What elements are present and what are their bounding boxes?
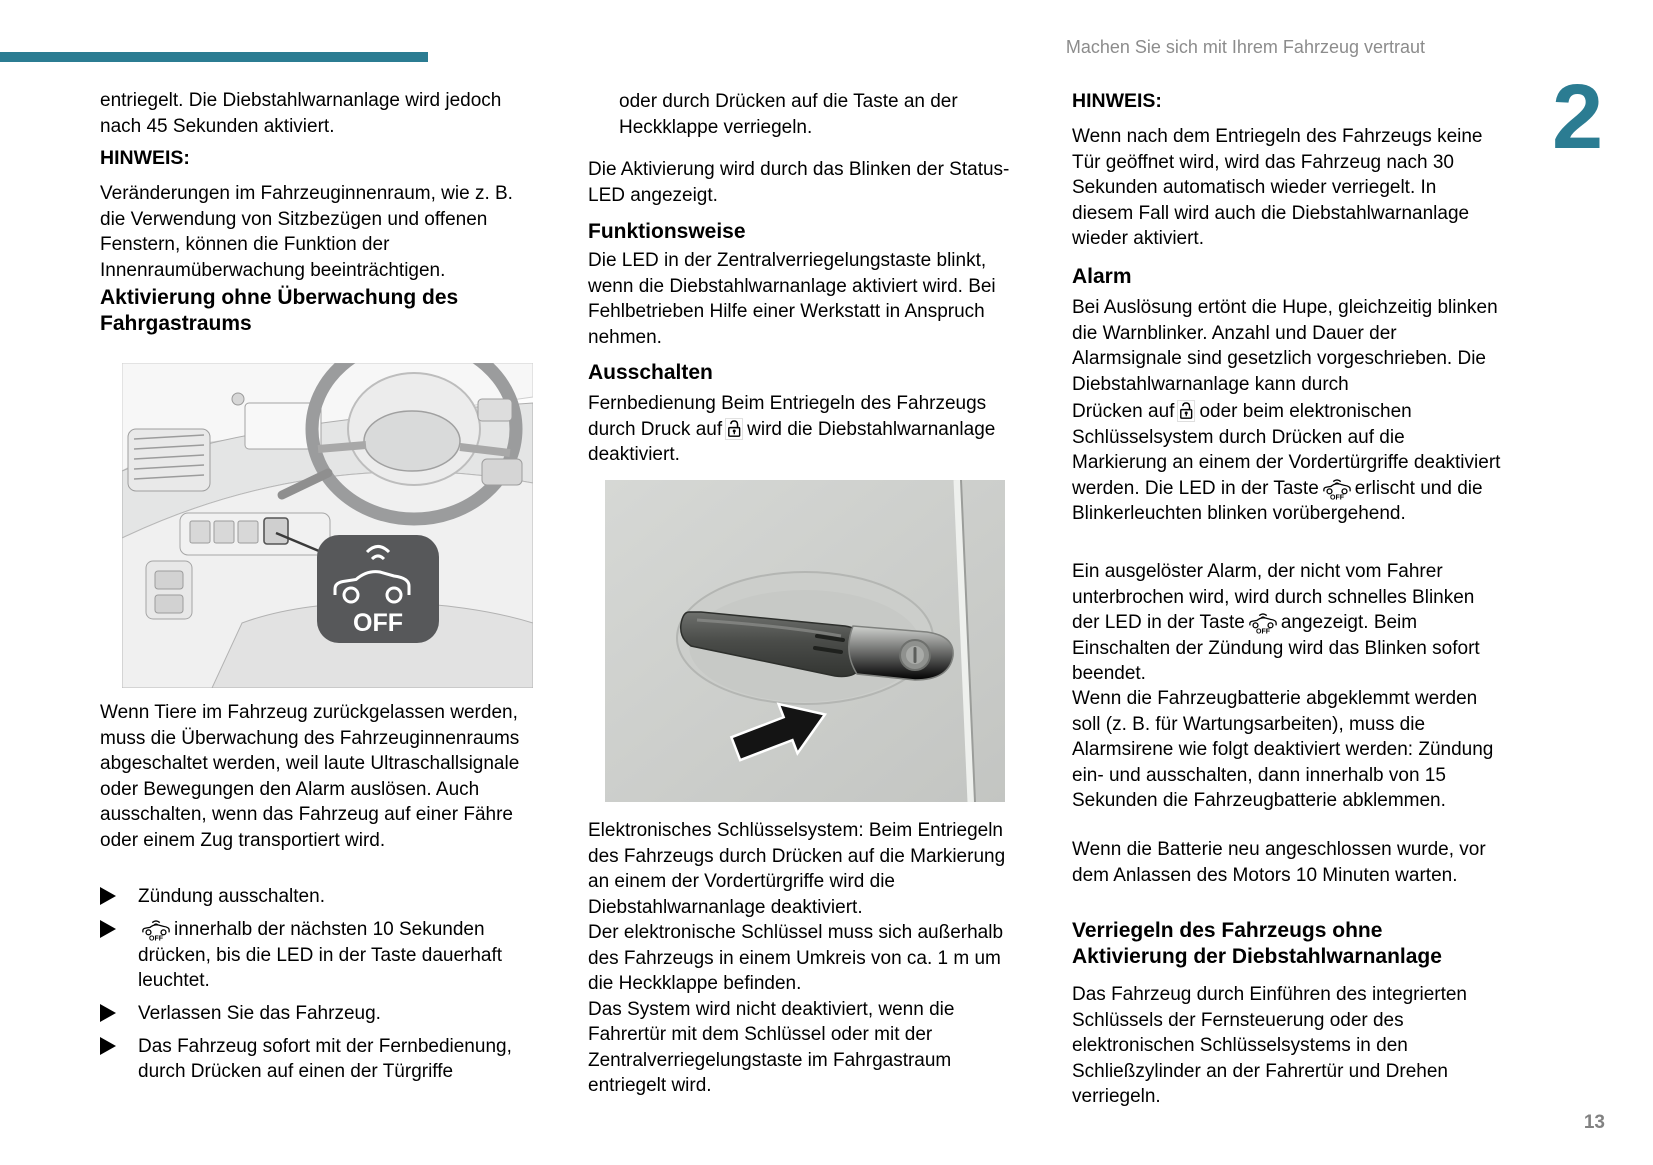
section-heading-verriegeln: Verriegeln des Fahrzeugs ohne Aktivierung der Diebstahlwarnanlage [1072,919,1442,968]
instruction-list [100,884,540,1085]
dashboard-illustration [122,363,533,688]
page-number: 13 [1583,1112,1605,1133]
car-alarm-off-icon [1322,477,1352,500]
paragraph-animals: Wenn Tiere im Fahrzeug zurückgelassen werden, muss die Überwachung des Fahrzeuginnenraums abgeschaltet werden, weil laute Ultraschallsignale oder Bewegungen den Alarm auslösen. Auch ausschalten, wenn das Fahrzeug auf einer Fähre oder einem Zug transportiert wird. [100,702,520,851]
paragraph-battery-reconnect: Wenn die Batterie neu angeschlossen wurde, vor dem Anlassen des Motors 10 Minuten warten. [1072,839,1486,886]
svg-text:OFF: OFF [148,935,164,941]
paragraph-keyless: Elektronisches Schlüsselsystem: Beim Entriegeln des Fahrzeugs durch Drücken auf die Markierung an einem der Vordertürgriffe wird die Diebstahlwarnanlage deaktiviert. [588,820,1006,918]
note-text: Veränderungen im Fahrzeuginnenraum, wie z. B. die Verwendung von Sitzbezügen und offenen Fenstern, können die Funktion der Innenraumüberwachung beeinträchtigen. [100,183,513,281]
section-heading-alarm: Alarm [1072,265,1132,288]
paragraph-remote-deactivate: Fernbedienung Beim Entriegeln des Fahrzeugs durch Druck auf wird die Diebstahlwarnanlage deaktiviert. [588,393,996,465]
section-heading-ausschalten: Ausschalten [588,361,713,384]
car-alarm-off-icon [1248,611,1278,634]
paragraph-lock-without-alarm: Das Fahrzeug durch Einführen des integrierten Schlüssels der Fernsteuerung oder des elektronischen Schlüsselsystems in den Schließzylinder an der Fahrertür und Drehen verriegeln. [1072,984,1468,1107]
middle-column [588,0,1024,1165]
left-column [100,0,540,1165]
unlock-icon [1177,400,1196,423]
door-handle-photo [605,480,1005,802]
right-column [1072,0,1502,1165]
paragraph-key-range: Der elektronische Schlüssel muss sich außerhalb des Fahrzeugs in einem Umkreis von ca. 1 m um die Heckklappe befinden. [588,922,1004,994]
svg-text:OFF: OFF [1255,628,1270,634]
alarm-off-badge [317,535,439,643]
bullet-arrow-icon [100,887,116,905]
paragraph-activation-led: Die Aktivierung wird durch das Blinken der Status-LED angezeigt. [588,159,1010,206]
paragraph-alarm-triggered-led: Ein ausgelöster Alarm, der nicht vom Fahrer unterbrochen wird, wird durch schnelles Blinken der LED in der Taste OFF angezeigt. Beim Einschalten der Zündung wird das Blinken sofort beendet. [1072,561,1480,684]
badge-off-label: OFF [353,609,403,637]
paragraph-alarm-deactivate: Drücken auf oder beim elektronischen Schlüsselsystem durch Drücken auf die Markierung an einem der Vordertürgriffe deaktiviert werden. Die LED in der Taste OFF erlischt und die Blinkerleuchten blinken vorübergehend. [1072,401,1501,524]
running-header: Machen Sie sich mit Ihrem Fahrzeug vertraut [1065,37,1425,57]
note-text: Wenn nach dem Entriegeln des Fahrzeugs keine Tür geöffnet wird, wird das Fahrzeug nach 30 Sekunden automatisch wieder verriegelt. In diesem Fall wird auch die Diebstahlwarnanlage wieder aktiviert. [1072,126,1483,249]
bullet-arrow-icon [100,1004,116,1022]
note-label: HINWEIS: [1072,90,1162,112]
paragraph-continuation: oder durch Drücken auf die Taste an der Heckklappe verriegeln. [619,91,958,138]
section-heading-funktionsweise: Funktionsweise [588,220,746,243]
list-item: Zündung ausschalten. [100,884,540,910]
paragraph-led-blink: Die LED in der Zentralverriegelungstaste blinkt, wenn die Diebstahlwarnanlage aktiviert wird. Bei Fehlbetrieben Hilfe einer Werkstatt in Anspruch nehmen. [588,250,996,348]
list-item: Verlassen Sie das Fahrzeug. [100,1001,540,1027]
bullet-arrow-icon [100,920,116,938]
paragraph-battery-disconnect: Wenn die Fahrzeugbatterie abgeklemmt werden soll (z. B. für Wartungsarbeiten), muss die Alarmsirene wie folgt deaktiviert werden: Zündung ein- und ausschalten, dann innerhalb von 15 Sekunden die Fahrzeugbatterie abklemmen. [1072,688,1494,811]
bullet-arrow-icon [100,1037,116,1055]
list-item: OFF innerhalb der nächsten 10 Sekunden drücken, bis die LED in der Taste dauerhaft leuchtet. [100,917,540,994]
unlock-icon [725,418,744,441]
svg-text:OFF: OFF [1329,493,1344,500]
paragraph-intro: entriegelt. Die Diebstahlwarnanlage wird jedoch nach 45 Sekunden aktiviert. [100,90,502,137]
paragraph-alarm-trigger: Bei Auslösung ertönt die Hupe, gleichzeitig blinken die Warnblinker. Anzahl und Dauer der Alarmsignale sind gesetzlich vorgeschrieben. Die Diebstahlwarnanlage kann durch [1072,297,1498,395]
list-item: Das Fahrzeug sofort mit der Fernbedienung, durch Drücken auf einen der Türgriffe [100,1034,540,1085]
section-heading-activation: Aktivierung ohne Überwachung des Fahrgastraums [100,286,459,335]
paragraph-keyless-group [588,818,1024,1099]
chapter-number: 2 [1552,66,1604,168]
paragraph-not-deactivated: Das System wird nicht deaktiviert, wenn die Fahrertür mit dem Schlüssel oder mit der Zentralverriegelungstaste im Fahrgastraum entriegelt wird. [588,998,955,1096]
car-alarm-off-icon [141,918,171,941]
note-label: HINWEIS: [100,147,190,169]
